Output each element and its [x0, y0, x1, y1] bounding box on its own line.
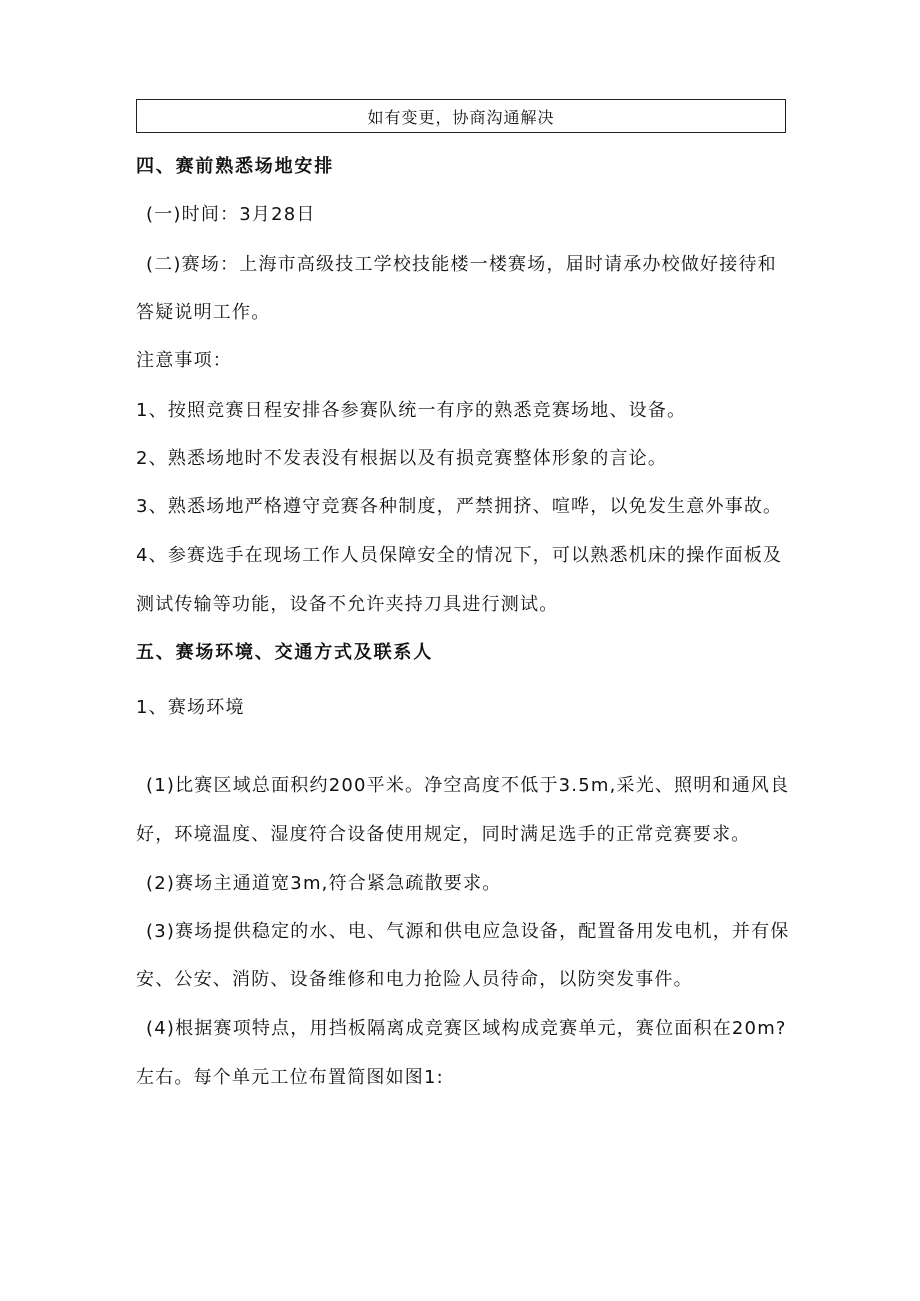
sub-heading-environment: 1、赛场环境	[136, 697, 245, 718]
paragraph-4-line-2: 左右。每个单元工位布置简图如图1:	[136, 1067, 444, 1088]
paragraph-2: (2)赛场主通道宽3m,符合紧急疏散要求。	[146, 873, 502, 894]
note-4-line-1: 4、参赛选手在现场工作人员保障安全的情况下，可以熟悉机床的操作面板及	[136, 545, 783, 566]
paragraph-1-line-2: 好，环境温度、湿度符合设备使用规定，同时满足选手的正常竞赛要求。	[136, 824, 751, 845]
note-2: 2、熟悉场地时不发表没有根据以及有损竞赛整体形象的言论。	[136, 448, 668, 469]
note-3: 3、熟悉场地严格遵守竞赛各种制度，严禁拥挤、喧哗，以免发生意外事故。	[136, 496, 783, 517]
paragraph-3-line-1: (3)赛场提供稳定的水、电、气源和供电应急设备，配置备用发电机，并有保	[146, 921, 790, 942]
notes-label: 注意事项：	[136, 350, 232, 371]
note-1: 1、按照竞赛日程安排各参赛队统一有序的熟悉竞赛场地、设备。	[136, 400, 687, 421]
venue-line-1: (二)赛场：上海市高级技工学校技能楼一楼赛场，届时请承办校做好接待和	[146, 254, 777, 275]
time-line: (一)时间：3月28日	[146, 204, 316, 225]
paragraph-1-line-1: (1)比赛区域总面积约200平米。净空高度不低于3.5m,采光、照明和通风良	[146, 775, 790, 796]
boxed-note: 如有变更，协商沟通解决	[136, 99, 786, 133]
section4-heading: 四、赛前熟悉场地安排	[136, 156, 334, 177]
section5-heading: 五、赛场环境、交通方式及联系人	[136, 642, 433, 663]
paragraph-3-line-2: 安、公安、消防、设备维修和电力抢险人员待命，以防突发事件。	[136, 969, 693, 990]
paragraph-4-line-1: (4)根据赛项特点，用挡板隔离成竞赛区域构成竞赛单元，赛位面积在20m?	[146, 1018, 787, 1039]
note-4-line-2: 测试传输等功能，设备不允许夹持刀具进行测试。	[136, 594, 559, 615]
venue-line-2: 答疑说明工作。	[136, 302, 271, 323]
